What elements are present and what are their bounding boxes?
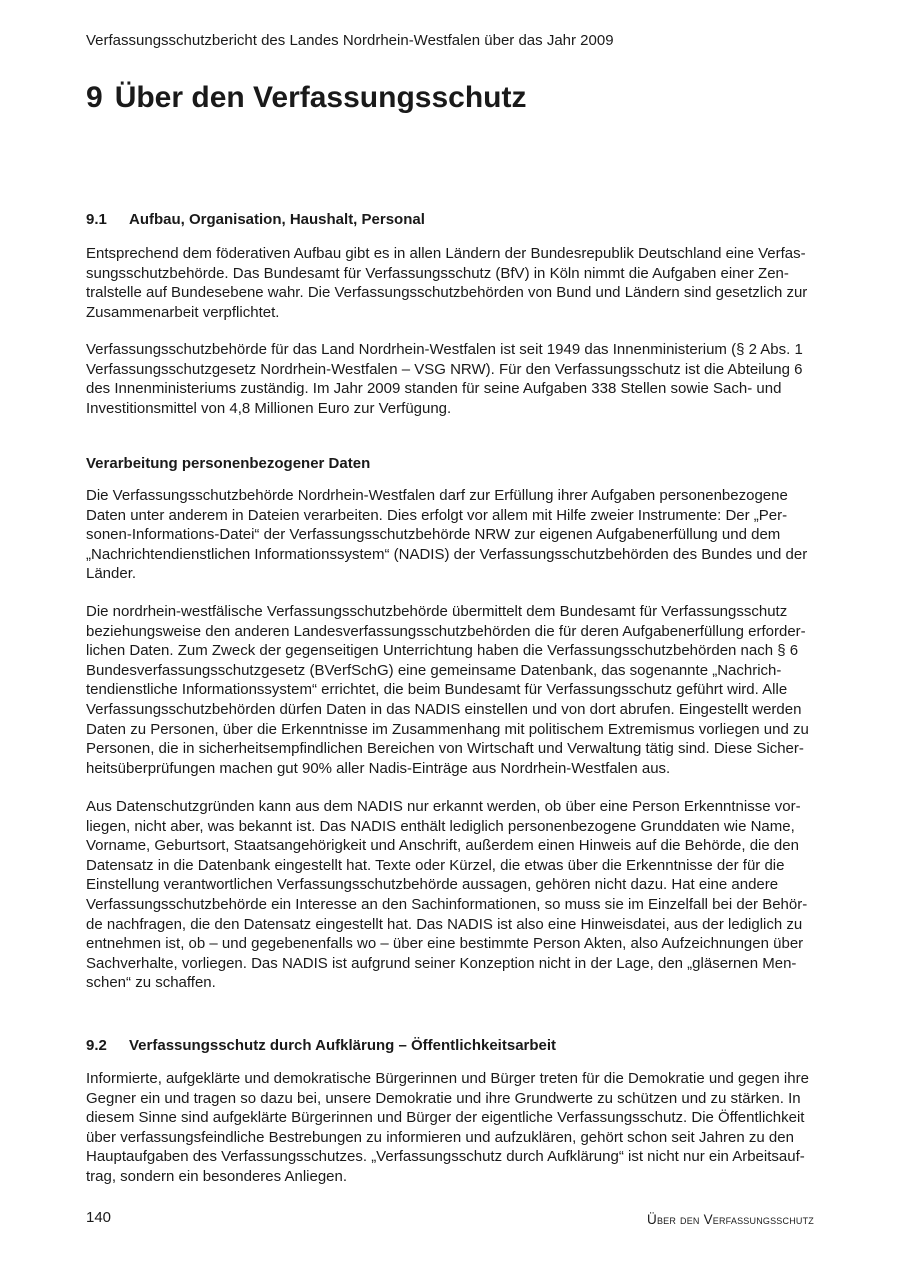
section-number: 9.2 bbox=[86, 1037, 107, 1054]
paragraph: Verfassungsschutzbehörde für das Land Nordrhein-Westfalen ist seit 1949 das Innenministerium (§ 2 Abs. 1 Verfassungsschutzgesetz Nordrhein-Westfalen – VSG NRW). Für den Verfassungsschutz ist die Abteilung 6 des Innenministeriums zuständig. Im Jahr 2009 standen für seine Aufgaben 338 Stellen sowie Sach- und Investitionsmittel von 4,8 Millionen Euro zur Verfügung. bbox=[86, 341, 803, 417]
section-heading-9-1 bbox=[86, 210, 425, 230]
running-header: Verfassungsschutzbericht des Landes Nordrhein-Westfalen über das Jahr 2009 bbox=[86, 32, 614, 49]
chapter-title bbox=[86, 80, 526, 116]
paragraph: Informierte, aufgeklärte und demokratische Bürgerinnen und Bürger treten für die Demokratie und gegen ihre Gegner ein und tragen so dazu bei, unsere Demokratie und ihre Grundwerte zu schützen und zu stärken. In diesem Sinne sind aufgeklärte Bürgerinnen und Bürger der eigentliche Verfassungsschutz. Die Öffentlichkeit über verfassungsfeindliche Bestrebungen zu informieren und aufzuklären, gehört schon seit Jahren zu den Hauptaufgaben des Verfassungsschutzes. „Verfassungsschutz durch Aufklärung“ ist nicht nur ein Arbeitsauf-trag, sondern ein besonderes Anliegen. bbox=[86, 1070, 809, 1185]
paragraph: Die Verfassungsschutzbehörde Nordrhein-Westfalen darf zur Erfüllung ihrer Aufgaben personenbezogene Daten unter anderem in Dateien verarbeiten. Dies erfolgt vor allem mit Hilfe zweier Instrumente: Der „Per-sonen-Informations-Datei“ der Verfassungsschutzbehörde NRW zur eigenen Aufgabenerfüllung und dem „Nachrichtendienstlichen Informationssystem“ (NADIS) der Verfassungsschutzbehörden des Bundes und der Länder. bbox=[86, 487, 808, 583]
section-title: Aufbau, Organisation, Haushalt, Personal bbox=[129, 211, 425, 228]
chapter-number: 9 bbox=[86, 81, 103, 114]
paragraph: Die nordrhein-westfälische Verfassungsschutzbehörde übermittelt dem Bundesamt für Verfassungsschutz beziehungsweise den anderen Landesverfassungsschutzbehörden die für deren Aufgabenerfüllung erforder-lichen Daten. Zum Zweck der gegenseitigen Unterrichtung haben die Verfassungsschutzbehörden nach § 6 Bundesverfassungsschutzgesetz (BVerfSchG) eine gemeinsame Datenbank, das sogenannte „Nachrich-tendienstliche Informationssystem“ errichtet, die beim Bundesamt für Verfassungsschutz geführt wird. Alle Verfassungsschutzbehörden dürfen Daten in das NADIS einstellen und von dort abrufen. Eingestellt werden Daten zu Personen, über die Erkenntnisse im Zusammenhang mit politischem Extremismus vorliegen und zu Personen, die in sicherheitsempfindlichen Bereichen von Wirtschaft und Verwaltung tätig sind. Diese Sicher-heitsüberprüfungen machen gut 90% aller Nadis-Einträge aus Nordrhein-Westfalen aus. bbox=[86, 603, 809, 777]
chapter-title-text: Über den Verfassungsschutz bbox=[114, 81, 527, 114]
paragraph: Entsprechend dem föderativen Aufbau gibt es in allen Ländern der Bundesrepublik Deutschland eine Verfas-sungsschutzbehörde. Das Bundesamt für Verfassungsschutz (BfV) in Köln nimmt die Aufgaben einer Zen-tralstelle auf Bundesebene wahr. Die Verfassungsschutzbehörden von Bund und Ländern sind gesetzlich zur Zusammenarbeit verpflichtet. bbox=[86, 245, 808, 321]
page-number: 140 bbox=[86, 1209, 112, 1226]
footer-chapter-label: Über den Verfassungsschutz bbox=[647, 1212, 814, 1227]
section-title: Verfassungsschutz durch Aufklärung – Öffentlichkeitsarbeit bbox=[129, 1037, 557, 1054]
section-number: 9.1 bbox=[86, 211, 107, 228]
paragraph: Aus Datenschutzgründen kann aus dem NADIS nur erkannt werden, ob über eine Person Erkenntnisse vor-liegen, nicht aber, was bekannt ist. Das NADIS enthält lediglich personenbezogene Grunddaten wie Name, Vorname, Geburtsort, Staatsangehörigkeit und Anschrift, außerdem einen Hinweis auf die Behörde, die den Datensatz in die Datenbank eingestellt hat. Texte oder Kürzel, die etwas über die Erkenntnisse der für die Einstellung verantwortlichen Verfassungsschutzbehörde aussagen, gehören nicht dazu. Hat eine andere Verfassungsschutzbehörde ein Interesse an den Sachinformationen, so muss sie im Einzelfall bei der Behör-de nachfragen, die den Datensatz eingestellt hat. Das NADIS ist also eine Hinweisdatei, aus der lediglich zu entnehmen ist, ob – und gegebenenfalls wo – über eine bestimmte Person Akten, also Aufzeichnungen über Sachverhalte, vorliegen. Das NADIS ist aufgrund seiner Konzeption nicht in der Lage, den „gläsernen Men-schen“ zu schaffen. bbox=[86, 798, 808, 992]
subsection-heading: Verarbeitung personenbezogener Daten bbox=[86, 455, 371, 472]
section-heading-9-2 bbox=[86, 1036, 556, 1056]
